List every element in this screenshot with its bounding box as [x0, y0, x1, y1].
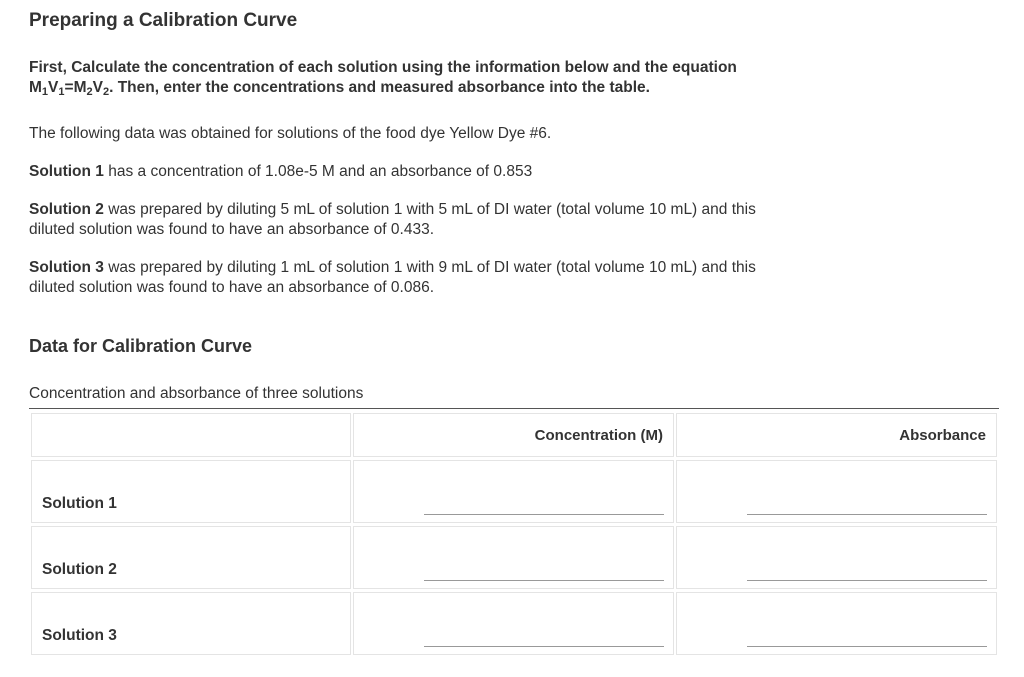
solution1-desc: has a concentration of 1.08e-5 M and an absorbance of 0.853 — [103, 163, 533, 180]
page-title: Preparing a Calibration Curve — [29, 10, 298, 31]
solution2-desc: was prepared by diluting 5 mL of solution 1 with 5 mL of DI water (total volume 10 mL) and this diluted solution was found to have an absorbance of 0.433. — [29, 201, 756, 238]
solution3-desc: was prepared by diluting 1 mL of solution 1 with 9 mL of DI water (total volume 10 mL) and this diluted solution was found to have an absorbance of 0.086. — [29, 259, 756, 296]
table-row — [31, 460, 351, 523]
row-label: Solution 1 — [42, 495, 117, 512]
table-caption: Concentration and absorbance of three solutions — [29, 385, 364, 402]
solution3-concentration-input[interactable] — [424, 625, 664, 647]
solution3-label: Solution 3 — [29, 259, 104, 276]
instructions-line1: First, Calculate the concentration of each solution using the information below and the equation — [29, 59, 737, 76]
eq-sub: 2 — [102, 86, 110, 98]
concentration-cell — [353, 460, 674, 523]
header-cell-blank — [31, 413, 351, 457]
eq-sub: 1 — [58, 86, 65, 98]
eq-sub: 2 — [86, 86, 93, 98]
header-concentration-label: Concentration (M) — [534, 427, 663, 444]
header-absorbance-label: Absorbance — [899, 427, 986, 444]
solution2-concentration-input[interactable] — [424, 559, 664, 581]
solution1-text — [29, 162, 789, 182]
absorbance-cell — [676, 592, 997, 655]
section-title: Data for Calibration Curve — [29, 336, 253, 356]
absorbance-cell — [676, 526, 997, 589]
eq-sub: 1 — [41, 86, 49, 98]
eq-m2: =M — [64, 79, 87, 96]
solution1-label: Solution 1 — [29, 163, 104, 180]
solution3-absorbance-input[interactable] — [747, 625, 987, 647]
solution1-concentration-input[interactable] — [424, 493, 664, 515]
eq-v2: V — [92, 79, 103, 96]
header-cell-concentration — [353, 413, 674, 457]
concentration-cell — [353, 526, 674, 589]
concentration-cell — [353, 592, 674, 655]
row-label: Solution 3 — [42, 627, 117, 644]
table-row — [31, 592, 351, 655]
solution2-text — [29, 200, 774, 240]
row-label: Solution 2 — [42, 561, 117, 578]
equation — [29, 79, 109, 96]
header-cell-absorbance — [676, 413, 997, 457]
table-top-rule — [29, 408, 999, 409]
instructions-line2: . Then, enter the concentrations and measured absorbance into the table. — [109, 79, 650, 96]
instructions — [29, 58, 789, 98]
intro-text: The following data was obtained for solutions of the food dye Yellow Dye #6. — [29, 125, 552, 142]
solution3-text — [29, 258, 774, 298]
solution2-absorbance-input[interactable] — [747, 559, 987, 581]
solution1-absorbance-input[interactable] — [747, 493, 987, 515]
eq-m1: M — [29, 79, 42, 96]
eq-v1: V — [48, 79, 59, 96]
solution2-label: Solution 2 — [29, 201, 104, 218]
absorbance-cell — [676, 460, 997, 523]
table-row — [31, 526, 351, 589]
